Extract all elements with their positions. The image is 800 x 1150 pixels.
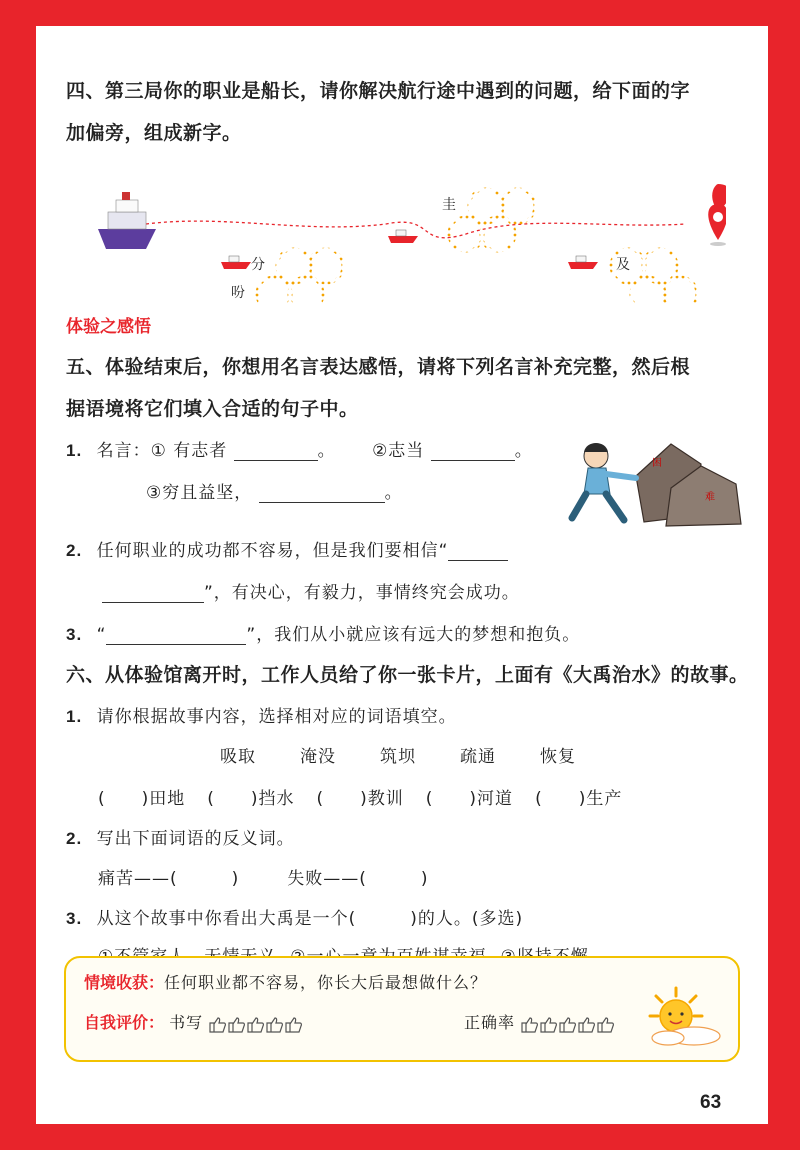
page-number: 63: [700, 1092, 722, 1113]
fill-blank-item[interactable]: ( )田地: [98, 789, 186, 809]
writing-label: 书写: [169, 1013, 204, 1032]
word-bank-item: 疏通: [460, 747, 496, 767]
period: 。: [384, 483, 403, 503]
rock-char-nan: 难: [705, 492, 715, 503]
s6-question-1: [66, 702, 457, 727]
accuracy-thumbs-rating[interactable]: [520, 1015, 620, 1033]
quote-question-1c: [146, 478, 403, 503]
cruise-ship-icon: [98, 192, 156, 249]
worksheet-page: [36, 26, 768, 1124]
quote-c: ③穷且益坚，: [146, 483, 253, 503]
word-bank-item: 恢复: [540, 747, 576, 767]
quote-b-blank[interactable]: [431, 442, 515, 461]
fill-blank-row: [98, 784, 622, 809]
q-number: 3.: [66, 625, 83, 644]
period: 。: [514, 441, 533, 461]
char-ji: 及: [616, 257, 631, 273]
quote-b: ②志当: [372, 441, 425, 461]
accuracy-label: 正确率: [464, 1013, 516, 1032]
q2-line1: 任何职业的成功都不容易，但是我们要相信“: [96, 541, 449, 561]
quote-a: 有志者: [173, 441, 228, 461]
reflection-line: [84, 970, 487, 993]
s6-question-2: [66, 824, 295, 849]
section-heading-feeling: 体验之感悟: [66, 317, 151, 337]
antonym-failure[interactable]: 失败——( ): [287, 869, 429, 889]
fill-blank-item[interactable]: ( )教训: [316, 789, 404, 809]
q-number: 2.: [66, 829, 83, 848]
q2-blank-part1[interactable]: [448, 542, 508, 561]
antonym-row: [98, 864, 429, 889]
sun-icon: [646, 984, 726, 1048]
writing-thumbs-rating[interactable]: [208, 1015, 308, 1033]
speedboat-icon: [568, 256, 598, 269]
speedboat-icon: [388, 230, 418, 243]
fill-blank-item[interactable]: ( )生产: [535, 789, 623, 809]
antonym-pain[interactable]: 痛苦——( ): [98, 869, 240, 889]
q-number: 2.: [66, 541, 83, 560]
quote-question-1: [66, 436, 533, 461]
word-bank-item: 淹没: [300, 747, 336, 767]
self-evaluation-line: [84, 1010, 308, 1033]
q-number: 1.: [66, 441, 83, 460]
reflection-question: 任何职业都不容易，你长大后最想做什么？: [164, 973, 488, 992]
word-bank-item: 吸取: [220, 747, 256, 767]
speedboat-icon: [221, 256, 251, 269]
quote-question-2b: [102, 578, 520, 603]
fill-blank-item[interactable]: ( )河道: [425, 789, 514, 809]
accuracy-line: [464, 1010, 620, 1033]
quote-a-blank[interactable]: [234, 442, 318, 461]
fill-blank-item[interactable]: ( )挡水: [207, 789, 295, 809]
section5-title-line1: 五、体验结束后，你想用名言表达感悟，请将下列名言补充完整，然后根: [66, 356, 691, 378]
char-fen: 分: [251, 257, 266, 273]
quote-question-3: [66, 620, 580, 645]
q2-blank-part2[interactable]: [102, 584, 204, 603]
char-gui: 圭: [442, 197, 457, 213]
word-bank-item: 筑坝: [380, 747, 416, 767]
s6-q1-text: 请你根据故事内容，选择相对应的词语填空。: [96, 707, 457, 727]
reflection-label: 情境收获：: [84, 973, 165, 992]
char-fen-mouth: 吩: [231, 285, 246, 301]
section6-title: 六、从体验馆离开时，工作人员给了你一张卡片，上面有《大禹治水》的故事。: [66, 664, 749, 686]
q-number: 1.: [66, 707, 83, 726]
q2-line2: ”，有决心，有毅力，事情终究会成功。: [204, 583, 520, 603]
q3-blank[interactable]: [106, 626, 246, 645]
location-pin-icon: [708, 184, 726, 246]
q3-open-quote: “: [96, 625, 107, 645]
section4-title-line1: 四、第三局你的职业是船长，请你解决航行途中遇到的问题，给下面的字: [66, 80, 691, 102]
word-bank: [220, 742, 576, 767]
s6-q3-text: 从这个故事中你看出大禹是一个( )的人。(多选): [96, 909, 524, 929]
quote-question-2: [66, 536, 508, 561]
self-eval-label: 自我评价：: [84, 1013, 165, 1032]
voyage-illustration: [86, 154, 726, 304]
quote-label: 名言：①: [96, 441, 167, 461]
section4-title-line2: 加偏旁，组成新字。: [66, 122, 242, 144]
q-number: 3.: [66, 909, 83, 928]
period: 。: [317, 441, 336, 461]
s6-question-3: [66, 904, 523, 929]
q3-rest: ”，我们从小就应该有远大的梦想和抱负。: [246, 625, 581, 645]
reflection-box: [64, 956, 740, 1062]
boy-pushing-rock-illustration: [566, 436, 746, 536]
s6-q2-text: 写出下面词语的反义词。: [96, 829, 295, 849]
rock-char-kun: 困: [652, 458, 662, 469]
quote-c-blank[interactable]: [259, 484, 385, 503]
section5-title-line2: 据语境将它们填入合适的句子中。: [66, 398, 359, 420]
